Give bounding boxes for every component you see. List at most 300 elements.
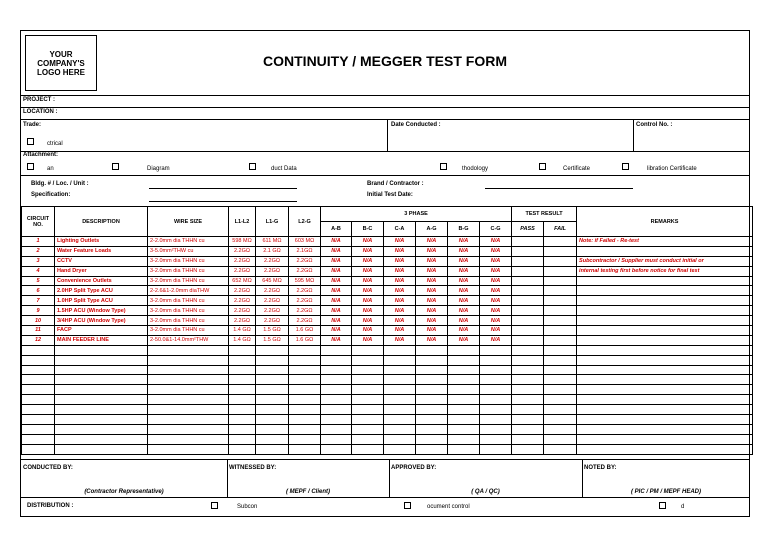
l1-g-cell: 2.2GΩ — [256, 286, 289, 296]
table-row — [22, 316, 753, 326]
location-label: LOCATION : — [23, 109, 58, 115]
three-phase-header: 3 PHASE — [321, 207, 512, 222]
empty-cell — [512, 424, 544, 434]
phase-cell: N/A — [321, 335, 352, 345]
empty-cell — [321, 395, 352, 405]
test-results-table — [21, 206, 753, 455]
distribution-other-label: d — [681, 504, 685, 510]
empty-cell — [512, 355, 544, 365]
remarks-header: REMARKS — [577, 207, 753, 237]
attachment-checkbox-5[interactable] — [539, 163, 546, 170]
phase-cell: N/A — [352, 286, 384, 296]
phase-cell: N/A — [448, 335, 480, 345]
empty-cell — [352, 375, 384, 385]
divider — [21, 119, 749, 120]
empty-cell — [544, 365, 577, 375]
empty-cell — [448, 434, 480, 444]
l2-g-header: L2-G — [289, 207, 321, 237]
phase-cell: N/A — [352, 326, 384, 336]
wire-size-cell: 3-2.0mm dia THHN cu — [148, 316, 229, 326]
empty-cell — [416, 385, 448, 395]
empty-cell — [321, 424, 352, 434]
specification-label: Specification: — [31, 192, 71, 198]
empty-cell — [22, 375, 55, 385]
empty-cell — [448, 365, 480, 375]
empty-cell — [229, 405, 256, 415]
phase-cell: N/A — [480, 316, 512, 326]
circuit-no-cell: 4 — [22, 266, 55, 276]
phase-cell: N/A — [384, 306, 416, 316]
table-row — [22, 296, 753, 306]
empty-cell — [256, 434, 289, 444]
electrical-checkbox[interactable] — [27, 138, 34, 145]
l2-g-cell: 2.2GΩ — [289, 256, 321, 266]
empty-cell — [416, 444, 448, 454]
phase-cell: N/A — [416, 266, 448, 276]
empty-cell — [289, 444, 321, 454]
empty-cell — [22, 424, 55, 434]
form-title: CONTINUITY / MEGGER TEST FORM — [263, 53, 507, 69]
divider — [21, 459, 749, 460]
empty-cell — [544, 405, 577, 415]
empty-cell — [577, 375, 753, 385]
circuit-no-cell: 12 — [22, 335, 55, 345]
phase-cell: N/A — [448, 237, 480, 247]
l2-g-cell: 1.6 GΩ — [289, 335, 321, 345]
empty-cell — [289, 365, 321, 375]
remarks-cell — [577, 286, 753, 296]
empty-cell — [229, 355, 256, 365]
empty-cell — [229, 395, 256, 405]
fail-cell — [544, 256, 577, 266]
empty-cell — [480, 345, 512, 355]
empty-cell — [321, 444, 352, 454]
fail-cell — [544, 296, 577, 306]
description-cell: 1.0HP Split Type ACU — [55, 296, 148, 306]
brand-label: Brand / Contractor : — [367, 181, 424, 187]
empty-cell — [55, 345, 148, 355]
table-row-empty — [22, 345, 753, 355]
empty-cell — [384, 424, 416, 434]
empty-cell — [448, 424, 480, 434]
l2-g-cell: 595 MΩ — [289, 276, 321, 286]
phase-cell: N/A — [416, 306, 448, 316]
empty-cell — [148, 434, 229, 444]
phase-cell: N/A — [321, 246, 352, 256]
remarks-cell: internal testing first before notice for final test — [577, 266, 753, 276]
phase-cell: N/A — [321, 306, 352, 316]
l1-g-header: L1-G — [256, 207, 289, 237]
empty-cell — [512, 385, 544, 395]
table-row-empty — [22, 365, 753, 375]
empty-cell — [577, 444, 753, 454]
empty-cell — [480, 444, 512, 454]
pass-cell — [512, 316, 544, 326]
phase-cell: N/A — [352, 276, 384, 286]
empty-cell — [352, 434, 384, 444]
empty-cell — [321, 405, 352, 415]
empty-cell — [148, 405, 229, 415]
wire-size-cell: 3-2.0mm dia THHN cu — [148, 306, 229, 316]
empty-cell — [512, 345, 544, 355]
empty-cell — [256, 365, 289, 375]
phase-header: B-C — [352, 222, 384, 237]
phase-cell: N/A — [416, 335, 448, 345]
empty-cell — [480, 385, 512, 395]
bldg-field[interactable] — [149, 188, 297, 189]
phase-cell: N/A — [480, 296, 512, 306]
l1-l2-header: L1-L2 — [229, 207, 256, 237]
phase-cell: N/A — [321, 237, 352, 247]
distribution-checkbox-other[interactable] — [659, 502, 666, 509]
trade-label: Trade: — [23, 122, 42, 128]
wire-size-header: WIRE SIZE — [148, 207, 229, 237]
table-row — [22, 266, 753, 276]
empty-cell — [416, 365, 448, 375]
wire-size-cell: 2-2.0mm dia THHN cu — [148, 237, 229, 247]
phase-cell: N/A — [448, 286, 480, 296]
phase-cell: N/A — [321, 296, 352, 306]
remarks-cell — [577, 296, 753, 306]
attachment-label-6: libration Certificate — [647, 166, 697, 172]
empty-cell — [55, 424, 148, 434]
phase-cell: N/A — [352, 335, 384, 345]
pass-cell — [512, 296, 544, 306]
empty-cell — [512, 395, 544, 405]
empty-cell — [55, 434, 148, 444]
description-cell: 2.0HP Split Type ACU — [55, 286, 148, 296]
empty-cell — [577, 385, 753, 395]
phase-cell: N/A — [480, 237, 512, 247]
empty-cell — [448, 395, 480, 405]
empty-cell — [512, 375, 544, 385]
attachment-checkbox-4[interactable] — [440, 163, 447, 170]
distribution-label: DISTRIBUTION : — [27, 503, 74, 509]
attachment-checkbox-6[interactable] — [622, 163, 629, 170]
l1-l2-cell: 1.4 GΩ — [229, 335, 256, 345]
empty-cell — [22, 405, 55, 415]
empty-cell — [577, 395, 753, 405]
empty-cell — [321, 365, 352, 375]
phase-header: C-A — [384, 222, 416, 237]
fail-cell — [544, 237, 577, 247]
divider — [21, 151, 749, 152]
empty-cell — [480, 395, 512, 405]
empty-cell — [512, 405, 544, 415]
empty-cell — [416, 415, 448, 425]
l2-g-cell: 2.2GΩ — [289, 296, 321, 306]
divider — [387, 119, 388, 151]
empty-cell — [448, 345, 480, 355]
table-row — [22, 306, 753, 316]
l2-g-cell: 2.2GΩ — [289, 316, 321, 326]
empty-cell — [321, 345, 352, 355]
phase-cell: N/A — [384, 286, 416, 296]
empty-cell — [416, 405, 448, 415]
phase-cell: N/A — [448, 266, 480, 276]
l1-g-cell: 2.2GΩ — [256, 296, 289, 306]
wire-size-cell: 3-2.0mm dia THHN cu — [148, 326, 229, 336]
empty-cell — [55, 395, 148, 405]
l1-l2-cell: 598 MΩ — [229, 237, 256, 247]
l2-g-cell: 2.2GΩ — [289, 286, 321, 296]
wire-size-cell: 2-2.6&1-2.0mm diaTHW — [148, 286, 229, 296]
phase-cell: N/A — [416, 237, 448, 247]
phase-header: A-G — [416, 222, 448, 237]
phase-cell: N/A — [448, 306, 480, 316]
empty-cell — [148, 365, 229, 375]
empty-cell — [512, 444, 544, 454]
empty-cell — [55, 405, 148, 415]
table-row — [22, 286, 753, 296]
empty-cell — [256, 405, 289, 415]
empty-cell — [480, 375, 512, 385]
empty-cell — [416, 345, 448, 355]
empty-cell — [229, 444, 256, 454]
divider — [21, 95, 749, 96]
phase-cell: N/A — [416, 296, 448, 306]
empty-cell — [384, 375, 416, 385]
empty-cell — [55, 415, 148, 425]
empty-cell — [384, 345, 416, 355]
wire-size-cell: 3-2.0mm dia THHN cu — [148, 266, 229, 276]
witnessed-by-label: WITNESSED BY: — [229, 465, 277, 471]
empty-cell — [577, 345, 753, 355]
empty-cell — [577, 355, 753, 365]
empty-cell — [229, 434, 256, 444]
logo-line-1: YOUR — [49, 49, 73, 59]
empty-cell — [352, 444, 384, 454]
empty-cell — [352, 365, 384, 375]
empty-cell — [256, 415, 289, 425]
l1-l2-cell: 2.2GΩ — [229, 266, 256, 276]
empty-cell — [55, 365, 148, 375]
attachment-checkbox-1[interactable] — [27, 163, 34, 170]
empty-cell — [289, 395, 321, 405]
empty-cell — [289, 405, 321, 415]
l1-g-cell: 2.1 GΩ — [256, 246, 289, 256]
logo-line-3: LOGO HERE — [36, 67, 85, 77]
phase-cell: N/A — [416, 246, 448, 256]
phase-cell: N/A — [448, 326, 480, 336]
fail-cell — [544, 326, 577, 336]
pass-cell — [512, 306, 544, 316]
empty-cell — [352, 405, 384, 415]
empty-cell — [384, 395, 416, 405]
table-row-empty — [22, 415, 753, 425]
phase-cell: N/A — [416, 326, 448, 336]
empty-cell — [22, 345, 55, 355]
l1-l2-cell: 2.2GΩ — [229, 286, 256, 296]
description-cell: CCTV — [55, 256, 148, 266]
empty-cell — [22, 355, 55, 365]
empty-cell — [352, 345, 384, 355]
description-cell: Lighting Outlets — [55, 237, 148, 247]
l1-l2-cell: 2.2GΩ — [229, 296, 256, 306]
empty-cell — [352, 395, 384, 405]
phase-cell: N/A — [480, 326, 512, 336]
attachment-label: Attachment: — [23, 152, 59, 158]
brand-field[interactable] — [485, 188, 633, 189]
empty-cell — [352, 355, 384, 365]
phase-cell: N/A — [321, 286, 352, 296]
remarks-cell — [577, 335, 753, 345]
attachment-checkbox-3[interactable] — [249, 163, 256, 170]
empty-cell — [448, 385, 480, 395]
conducted-by-label: CONDUCTED BY: — [23, 465, 73, 471]
empty-cell — [256, 375, 289, 385]
empty-cell — [448, 415, 480, 425]
pass-cell — [512, 326, 544, 336]
empty-cell — [229, 385, 256, 395]
empty-cell — [352, 415, 384, 425]
test-result-header: TEST RESULT — [512, 207, 577, 222]
circuit-no-cell: 10 — [22, 316, 55, 326]
phase-cell: N/A — [480, 335, 512, 345]
divider — [21, 497, 749, 498]
l1-g-cell: 2.2GΩ — [256, 316, 289, 326]
empty-cell — [577, 415, 753, 425]
empty-cell — [352, 424, 384, 434]
divider — [21, 107, 749, 108]
table-row-empty — [22, 395, 753, 405]
empty-cell — [544, 385, 577, 395]
phase-cell: N/A — [384, 335, 416, 345]
pass-header: PASS — [512, 222, 544, 237]
phase-cell: N/A — [480, 266, 512, 276]
phase-cell: N/A — [321, 276, 352, 286]
empty-cell — [256, 385, 289, 395]
circuit-no-cell: 9 — [22, 306, 55, 316]
phase-cell: N/A — [352, 296, 384, 306]
empty-cell — [544, 375, 577, 385]
phase-cell: N/A — [321, 326, 352, 336]
description-cell: Water Feature Loads — [55, 246, 148, 256]
pass-cell — [512, 276, 544, 286]
attachment-label-3: duct Data — [271, 166, 297, 172]
phase-header: C-G — [480, 222, 512, 237]
l1-l2-cell: 1.4 GΩ — [229, 326, 256, 336]
bldg-label: Bldg. # / Loc. / Unit : — [31, 181, 89, 187]
approved-by-role: ( QA / QC) — [471, 489, 500, 495]
empty-cell — [416, 355, 448, 365]
logo-line-2: COMPANY'S — [37, 58, 85, 68]
l1-l2-cell: 2.2GΩ — [229, 246, 256, 256]
table-row-empty — [22, 434, 753, 444]
fail-cell — [544, 246, 577, 256]
fail-cell — [544, 286, 577, 296]
conducted-by-role: (Contractor Representative) — [84, 489, 164, 495]
pass-cell — [512, 286, 544, 296]
l1-l2-cell: 2.2GΩ — [229, 256, 256, 266]
table-row-empty — [22, 405, 753, 415]
l1-l2-cell: 652 MΩ — [229, 276, 256, 286]
empty-cell — [148, 395, 229, 405]
empty-cell — [384, 444, 416, 454]
distribution-checkbox-document-control[interactable] — [404, 502, 411, 509]
table-row — [22, 326, 753, 336]
phase-cell: N/A — [384, 266, 416, 276]
attachment-checkbox-2[interactable] — [112, 163, 119, 170]
empty-cell — [256, 345, 289, 355]
empty-cell — [448, 444, 480, 454]
description-cell: 1.5HP ACU (Window Type) — [55, 306, 148, 316]
l2-g-cell: 603 MΩ — [289, 237, 321, 247]
empty-cell — [289, 424, 321, 434]
attachment-label-2: Diagram — [147, 166, 170, 172]
fail-cell — [544, 335, 577, 345]
empty-cell — [148, 375, 229, 385]
description-cell: FACP — [55, 326, 148, 336]
remarks-cell — [577, 246, 753, 256]
empty-cell — [289, 385, 321, 395]
empty-cell — [148, 345, 229, 355]
pass-cell — [512, 246, 544, 256]
phase-cell: N/A — [352, 316, 384, 326]
empty-cell — [22, 415, 55, 425]
empty-cell — [480, 415, 512, 425]
circuit-no-cell: 11 — [22, 326, 55, 336]
pass-cell — [512, 237, 544, 247]
pass-cell — [512, 256, 544, 266]
empty-cell — [321, 385, 352, 395]
empty-cell — [148, 385, 229, 395]
l1-g-cell: 2.2GΩ — [256, 266, 289, 276]
empty-cell — [448, 355, 480, 365]
empty-cell — [289, 355, 321, 365]
empty-cell — [544, 415, 577, 425]
phase-cell: N/A — [384, 276, 416, 286]
phase-cell: N/A — [384, 237, 416, 247]
empty-cell — [289, 375, 321, 385]
l1-g-cell: 1.5 GΩ — [256, 326, 289, 336]
l1-l2-cell: 2.2GΩ — [229, 306, 256, 316]
phase-cell: N/A — [448, 276, 480, 286]
table-row — [22, 237, 753, 247]
empty-cell — [577, 424, 753, 434]
empty-cell — [148, 444, 229, 454]
distribution-subcon-label: Subcon — [237, 504, 258, 510]
empty-cell — [384, 415, 416, 425]
empty-cell — [289, 415, 321, 425]
description-cell: Hand Dryer — [55, 266, 148, 276]
fail-cell — [544, 266, 577, 276]
empty-cell — [448, 375, 480, 385]
empty-cell — [256, 355, 289, 365]
wire-size-cell: 3-5.0mm²THW cu — [148, 246, 229, 256]
l1-g-cell: 645 MΩ — [256, 276, 289, 286]
empty-cell — [229, 424, 256, 434]
l2-g-cell: 2.2GΩ — [289, 306, 321, 316]
witnessed-by-role: ( MEPF / Client) — [286, 489, 330, 495]
project-label: PROJECT : — [23, 97, 56, 103]
empty-cell — [22, 395, 55, 405]
noted-by-role: ( PIC / PM / MEPF HEAD) — [630, 489, 701, 495]
pass-cell — [512, 266, 544, 276]
l1-g-cell: 611 MΩ — [256, 237, 289, 247]
distribution-checkbox-subcon[interactable] — [211, 502, 218, 509]
empty-cell — [55, 444, 148, 454]
description-cell: 3/4HP ACU (Window Type) — [55, 316, 148, 326]
empty-cell — [577, 405, 753, 415]
circuit-no-cell: 5 — [22, 276, 55, 286]
fail-cell — [544, 306, 577, 316]
phase-cell: N/A — [448, 296, 480, 306]
table-row-empty — [22, 375, 753, 385]
specification-field[interactable] — [149, 201, 297, 202]
attachment-label-1: an — [47, 166, 54, 172]
wire-size-cell: 2-50.0&1-14.0mm²THW — [148, 335, 229, 345]
